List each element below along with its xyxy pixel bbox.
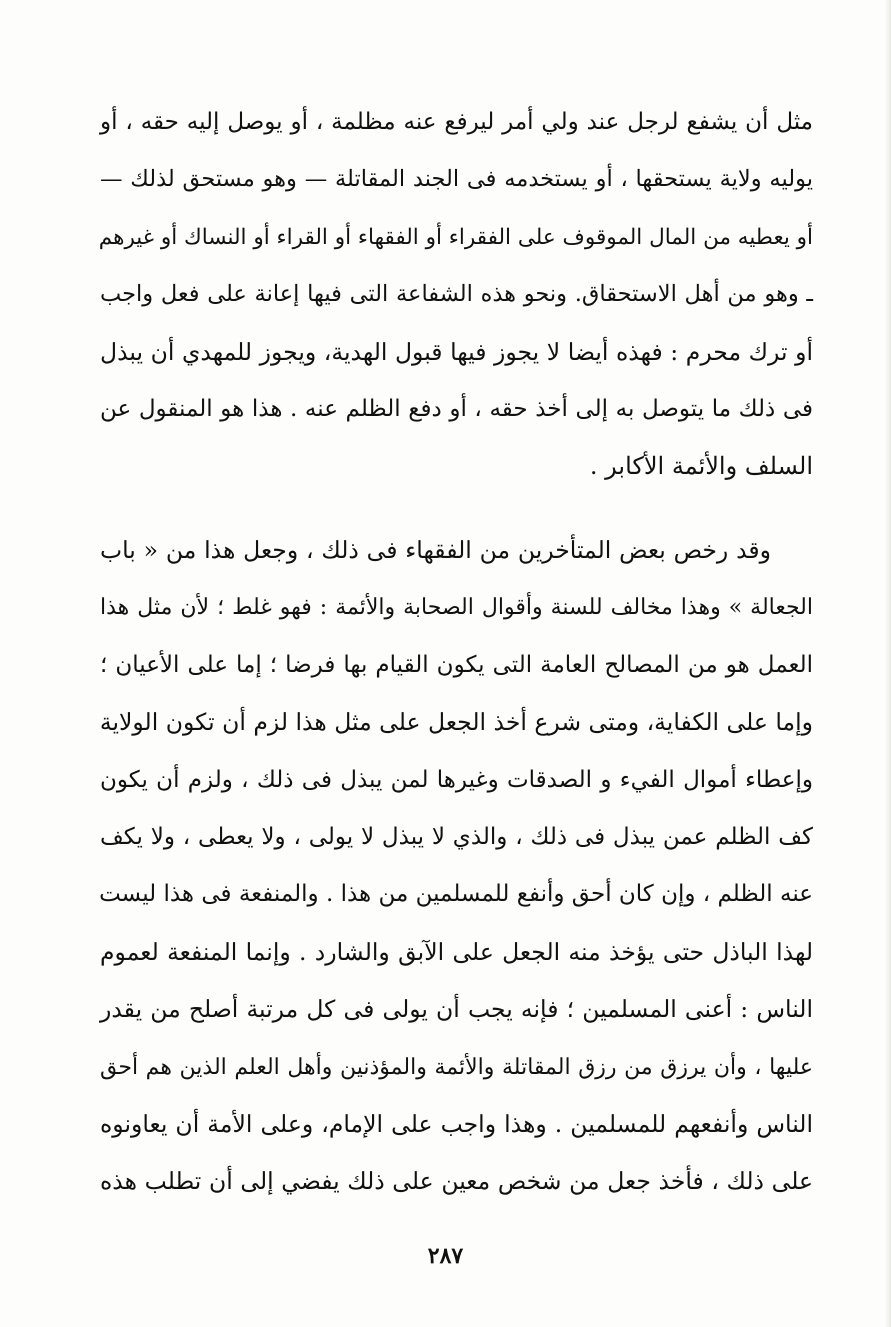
paragraph-2-line: وإما على الكفاية، ومتى شرع أخذ الجعل على مثل هذا لزم أن تكون الولاية: [99, 708, 813, 737]
paragraph-2-line: الجعالة » وهذا مخالف للسنة وأقوال الصحابة والأئمة : فهو غلط ؛ لأن مثل هذا: [100, 595, 813, 621]
paragraph-1-line: فى ذلك ما يتوصل به إلى أخذ حقه ، أو دفع الظلم عنه . هذا هو المنقول عن: [100, 395, 813, 422]
paragraph-2-line: عليها ، وأن يرزق من رزق المقاتلة والأئمة والمؤذنين وأهل العلم الذين هم أحق: [100, 1054, 813, 1080]
paragraph-2: [100, 522, 813, 1211]
page-number: ٢٨٧: [427, 1243, 464, 1269]
paragraph-1-line: مثل أن يشفع لرجل عند ولي أمر ليرفع عنه مظلمة ، أو يوصل إليه حقه ، أو: [100, 109, 813, 135]
paragraph-2-line: عنه الظلم ، وإن كان أحق وأنفع للمسلمين من هذا . والمنفعة فى هذا ليست: [99, 881, 813, 908]
paragraph-1-line: أو يعطيه من المال الموقوف على الفقراء أو الفقهاء أو القراء أو النساك أو غيرهم: [98, 224, 813, 250]
paragraph-1: [100, 94, 813, 496]
paragraph-2-line: وقد رخص بعض المتأخرين من الفقهاء فى ذلك ، وجعل هذا من « باب: [100, 536, 771, 564]
paragraph-2-line: الناس وأنفعهم للمسلمين . وهذا واجب على الإمام، وعلى الأمة أن يعاونوه: [100, 1109, 813, 1138]
paragraph-1-line: أو ترك محرم : فهذه أيضا لا يجوز فيها قبول الهدية، ويجوز للمهدي أن يبذل: [100, 337, 813, 366]
paragraph-2-line: كف الظلم عمن يبذل فى ذلك ، والذي لا يبذل لا يولى ، ولا يعطى ، ولا يكف: [100, 823, 813, 850]
paragraph-2-line: العمل هو من المصالح العامة التى يكون القيام بها فرضا ؛ إما على الأعيان ؛: [100, 651, 813, 678]
paragraph-1-line: يوليه ولاية يستحقها ، أو يستخدمه فى الجند المقاتلة — وهو مستحق لذلك —: [100, 166, 813, 193]
paragraph-2-line: لهذا الباذل حتى يؤخذ منه الجعل على الآبق والشارد . وإنما المنفعة لعموم: [100, 937, 813, 966]
paragraph-1-line: ـ وهو من أهل الاستحقاق. ونحو هذه الشفاعة التى فيها إعانة على فعل واجب: [100, 281, 813, 308]
paragraph-2-line: الناس : أعنى المسلمين ؛ فإنه يجب أن يولى فى كل مرتبة أصلح من يقدر: [100, 995, 813, 1024]
paragraph-2-line: وإعطاء أموال الفيء و الصدقات وغيرها لمن يبذل فى ذلك ، ولزم أن يكون: [100, 766, 813, 793]
scan-shadow-edge: [885, 0, 891, 1327]
paragraph-2-line: على ذلك ، فأخذ جعل من شخص معين على ذلك يفضي إلى أن تطلب هذه: [100, 1167, 813, 1196]
paragraph-1-line: السلف والأئمة الأكابر .: [589, 452, 813, 481]
